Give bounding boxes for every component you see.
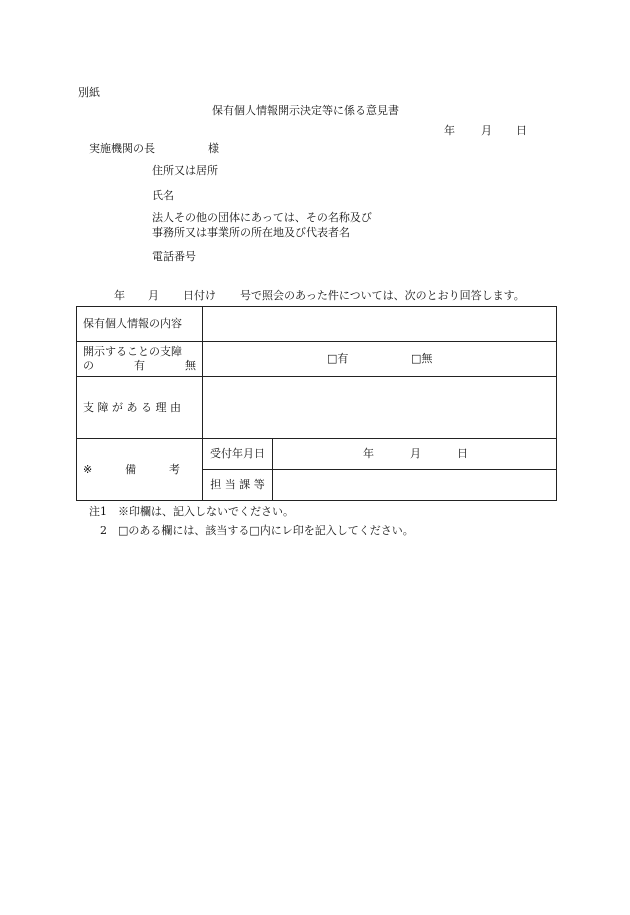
received-year: 年 <box>363 447 374 460</box>
table-row-received <box>77 439 557 470</box>
remarks-bi: 備 <box>125 462 137 476</box>
obstacle-label-no: の <box>83 359 94 372</box>
obstacle-label-line1: 開示することの支障 <box>83 345 182 358</box>
reason-field[interactable] <box>203 377 557 439</box>
obstacle-label <box>77 342 203 377</box>
note-2-prefix: 2 <box>100 524 107 537</box>
received-date-label: 受付年月日 <box>203 439 273 470</box>
address-label: 住所又は居所 <box>152 164 218 177</box>
addressee-name: 実施機関の長 <box>89 142 155 155</box>
addressee-honorific: 様 <box>208 142 219 155</box>
content-field[interactable] <box>203 307 557 342</box>
date-day-label: 日 <box>516 124 527 137</box>
intro-month: 月 <box>148 289 159 302</box>
name-label: 氏名 <box>152 189 174 202</box>
option-yes-checkbox[interactable]: □有 <box>327 352 349 365</box>
intro-year: 年 <box>114 289 125 302</box>
department-label: 担 当 課 等 <box>203 470 273 501</box>
table-row-reason <box>77 377 557 439</box>
intro-day-dated: 日付け <box>183 289 216 302</box>
received-date-field[interactable] <box>273 439 557 470</box>
annex-label: 別紙 <box>78 86 100 99</box>
remarks-label <box>77 439 203 501</box>
remarks-kou: 考 <box>169 462 180 476</box>
reason-label: 支 障 が あ る 理 由 <box>77 377 203 439</box>
obstacle-label-line2 <box>77 359 202 373</box>
intro-number-text: 号で照会のあった件については、次のとおり回答します。 <box>240 289 525 302</box>
option-no-checkbox[interactable]: □無 <box>411 352 433 365</box>
date-month-label: 月 <box>481 124 492 137</box>
corp-note-line2: 事務所又は事業所の所在地及び代表者名 <box>152 226 350 239</box>
note-1-text: ※印欄は、記入しないでください。 <box>118 505 294 518</box>
note-2-text: □のある欄には、該当する□内にレ印を記入してください。 <box>118 524 414 537</box>
received-month: 月 <box>410 447 421 460</box>
obstacle-label-mu: 無 <box>185 359 196 372</box>
corp-note-line1: 法人その他の団体にあっては、その名称及び <box>152 211 372 224</box>
phone-label: 電話番号 <box>152 250 196 263</box>
department-field[interactable] <box>273 470 557 501</box>
opinion-table <box>76 306 557 501</box>
received-day: 日 <box>457 447 468 460</box>
document-title: 保有個人情報開示決定等に係る意見書 <box>212 104 399 117</box>
note-1-prefix: 注1 <box>89 505 107 518</box>
obstacle-label-yu: 有 <box>134 359 145 372</box>
remarks-mark: ※ <box>83 462 93 476</box>
content-label: 保有個人情報の内容 <box>77 307 203 342</box>
table-row-content <box>77 307 557 342</box>
date-year-label: 年 <box>444 124 455 137</box>
obstacle-options <box>203 342 557 377</box>
table-row-obstacle <box>77 342 557 377</box>
